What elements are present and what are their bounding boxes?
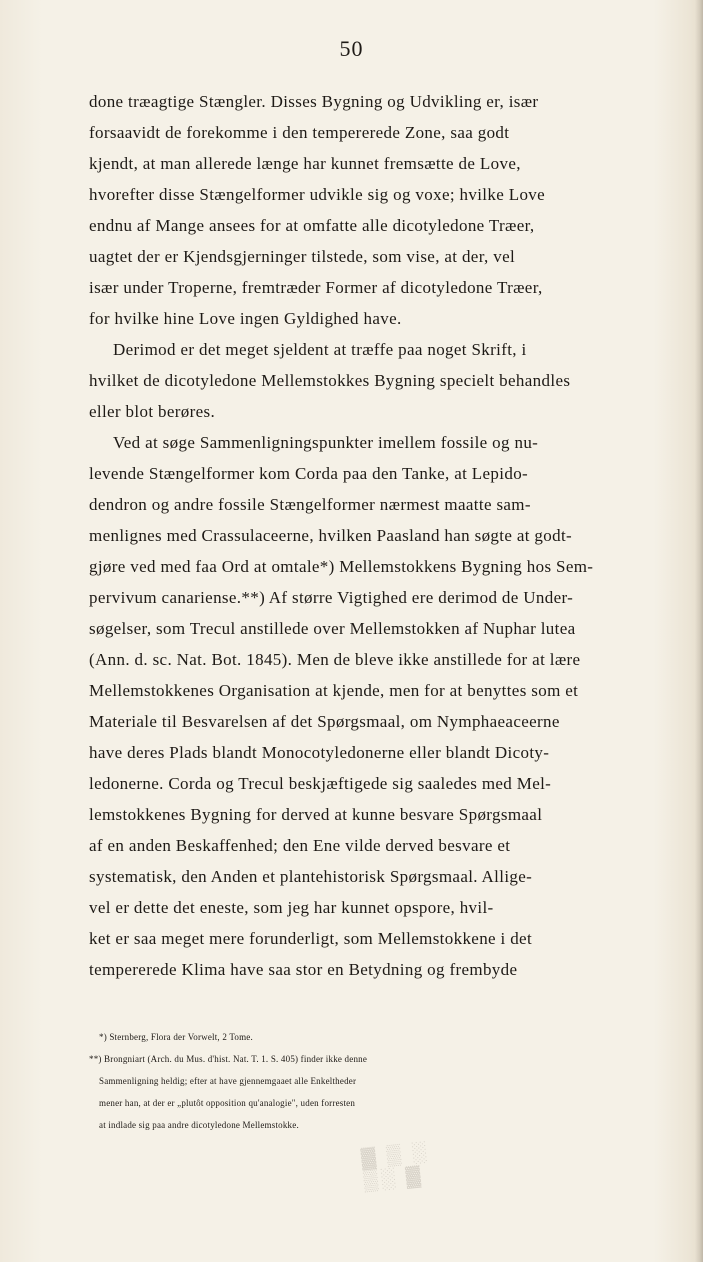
body-line-26: systematisk, den Anden et plantehistorisk Spørgsmaal. Allige- — [89, 867, 533, 886]
body-line-4: hvorefter disse Stængelformer udvikle sig og voxe; hvilke Love — [89, 185, 546, 204]
body-line-16: gjøre ved med faa Ord at omtale*) Mellemstokkens Bygning hos Sem- — [89, 557, 594, 576]
body-line-13: levende Stængelformer kom Corda paa den Tanke, at Lepido- — [89, 464, 529, 483]
footnote-2-line-3: mener han, at der er „plutôt opposition qu'analogie", uden forresten — [99, 1098, 356, 1108]
body-line-8: for hvilke hine Love ingen Gyldighed have. — [89, 309, 402, 328]
body-line-14: dendron og andre fossile Stængelformer nærmest maatte sam- — [89, 495, 531, 514]
body-line-21: Materiale til Besvarelsen af det Spørgsmaal, om Nymphaeaceerne — [89, 712, 560, 731]
body-line-24: lemstokkenes Bygning for derved at kunne besvare Spørgsmaal — [89, 805, 543, 824]
footnote-2-line-4: at indlade sig paa andre dicotyledone Mellemstokke. — [99, 1120, 299, 1130]
body-line-2: forsaavidt de forekomme i den tempererede Zone, saa godt — [89, 123, 510, 142]
body-line-27: vel er dette det eneste, som jeg har kunnet opspore, hvil- — [89, 898, 494, 917]
page-number: 50 — [339, 36, 364, 61]
body-line-25: af en anden Beskaffenhed; den Ene vilde derved besvare et — [89, 836, 511, 855]
body-line-11: eller blot berøres. — [89, 402, 216, 421]
body-line-9: Derimod er det meget sjeldent at træffe paa noget Skrift, i — [113, 340, 527, 359]
body-line-1: done træagtige Stængler. Disses Bygning og Udvikling er, især — [89, 92, 539, 111]
body-line-28: ket er saa meget mere forunderligt, som Mellemstokkene i det — [89, 929, 533, 948]
body-line-20: Mellemstokkenes Organisation at kjende, men for at benyttes som et — [89, 681, 579, 700]
body-line-17: pervivum canariense.**) Af større Vigtighed ere derimod de Under- — [89, 588, 574, 607]
body-line-7: især under Troperne, fremtræder Former af dicotyledone Træer, — [89, 278, 543, 297]
main-text-block — [89, 86, 699, 985]
body-line-15: menlignes med Crassulaceerne, hvilken Paasland han søgte at godt- — [89, 526, 573, 545]
bleed-through-marks: ▓ ▒ ░ ▒░ ▓ — [360, 1140, 431, 1193]
body-line-23: ledonerne. Corda og Trecul beskjæftigede sig saaledes med Mel- — [89, 774, 552, 793]
footnotes — [89, 1026, 699, 1136]
body-line-3: kjendt, at man allerede længe har kunnet fremsætte de Love, — [89, 154, 521, 173]
body-line-12: Ved at søge Sammenligningspunkter imellem fossile og nu- — [113, 433, 539, 452]
footnote-1: *) Sternberg, Flora der Vorwelt, 2 Tome. — [99, 1032, 253, 1042]
body-line-29: tempererede Klima have saa stor en Betydning og frembyde — [89, 960, 518, 979]
body-line-10: hvilket de dicotyledone Mellemstokkes Bygning specielt behandles — [89, 371, 571, 390]
footnote-2-line-1: **) Brongniart (Arch. du Mus. d'hist. Nat. T. 1. S. 405) finder ikke denne — [89, 1054, 368, 1064]
footnote-2-line-2: Sammenligning heldig; efter at have gjennemgaaet alle Enkeltheder — [99, 1076, 357, 1086]
body-line-6: uagtet der er Kjendsgjerninger tilstede, som vise, at der, vel — [89, 247, 516, 266]
body-line-5: endnu af Mange ansees for at omfatte alle dicotyledone Træer, — [89, 216, 535, 235]
body-line-22: have deres Plads blandt Monocotyledonerne eller blandt Dicoty- — [89, 743, 550, 762]
body-line-19: (Ann. d. sc. Nat. Bot. 1845). Men de bleve ikke anstillede for at lære — [89, 650, 581, 669]
body-line-18: søgelser, som Trecul anstillede over Mellemstokken af Nuphar lutea — [89, 619, 576, 638]
